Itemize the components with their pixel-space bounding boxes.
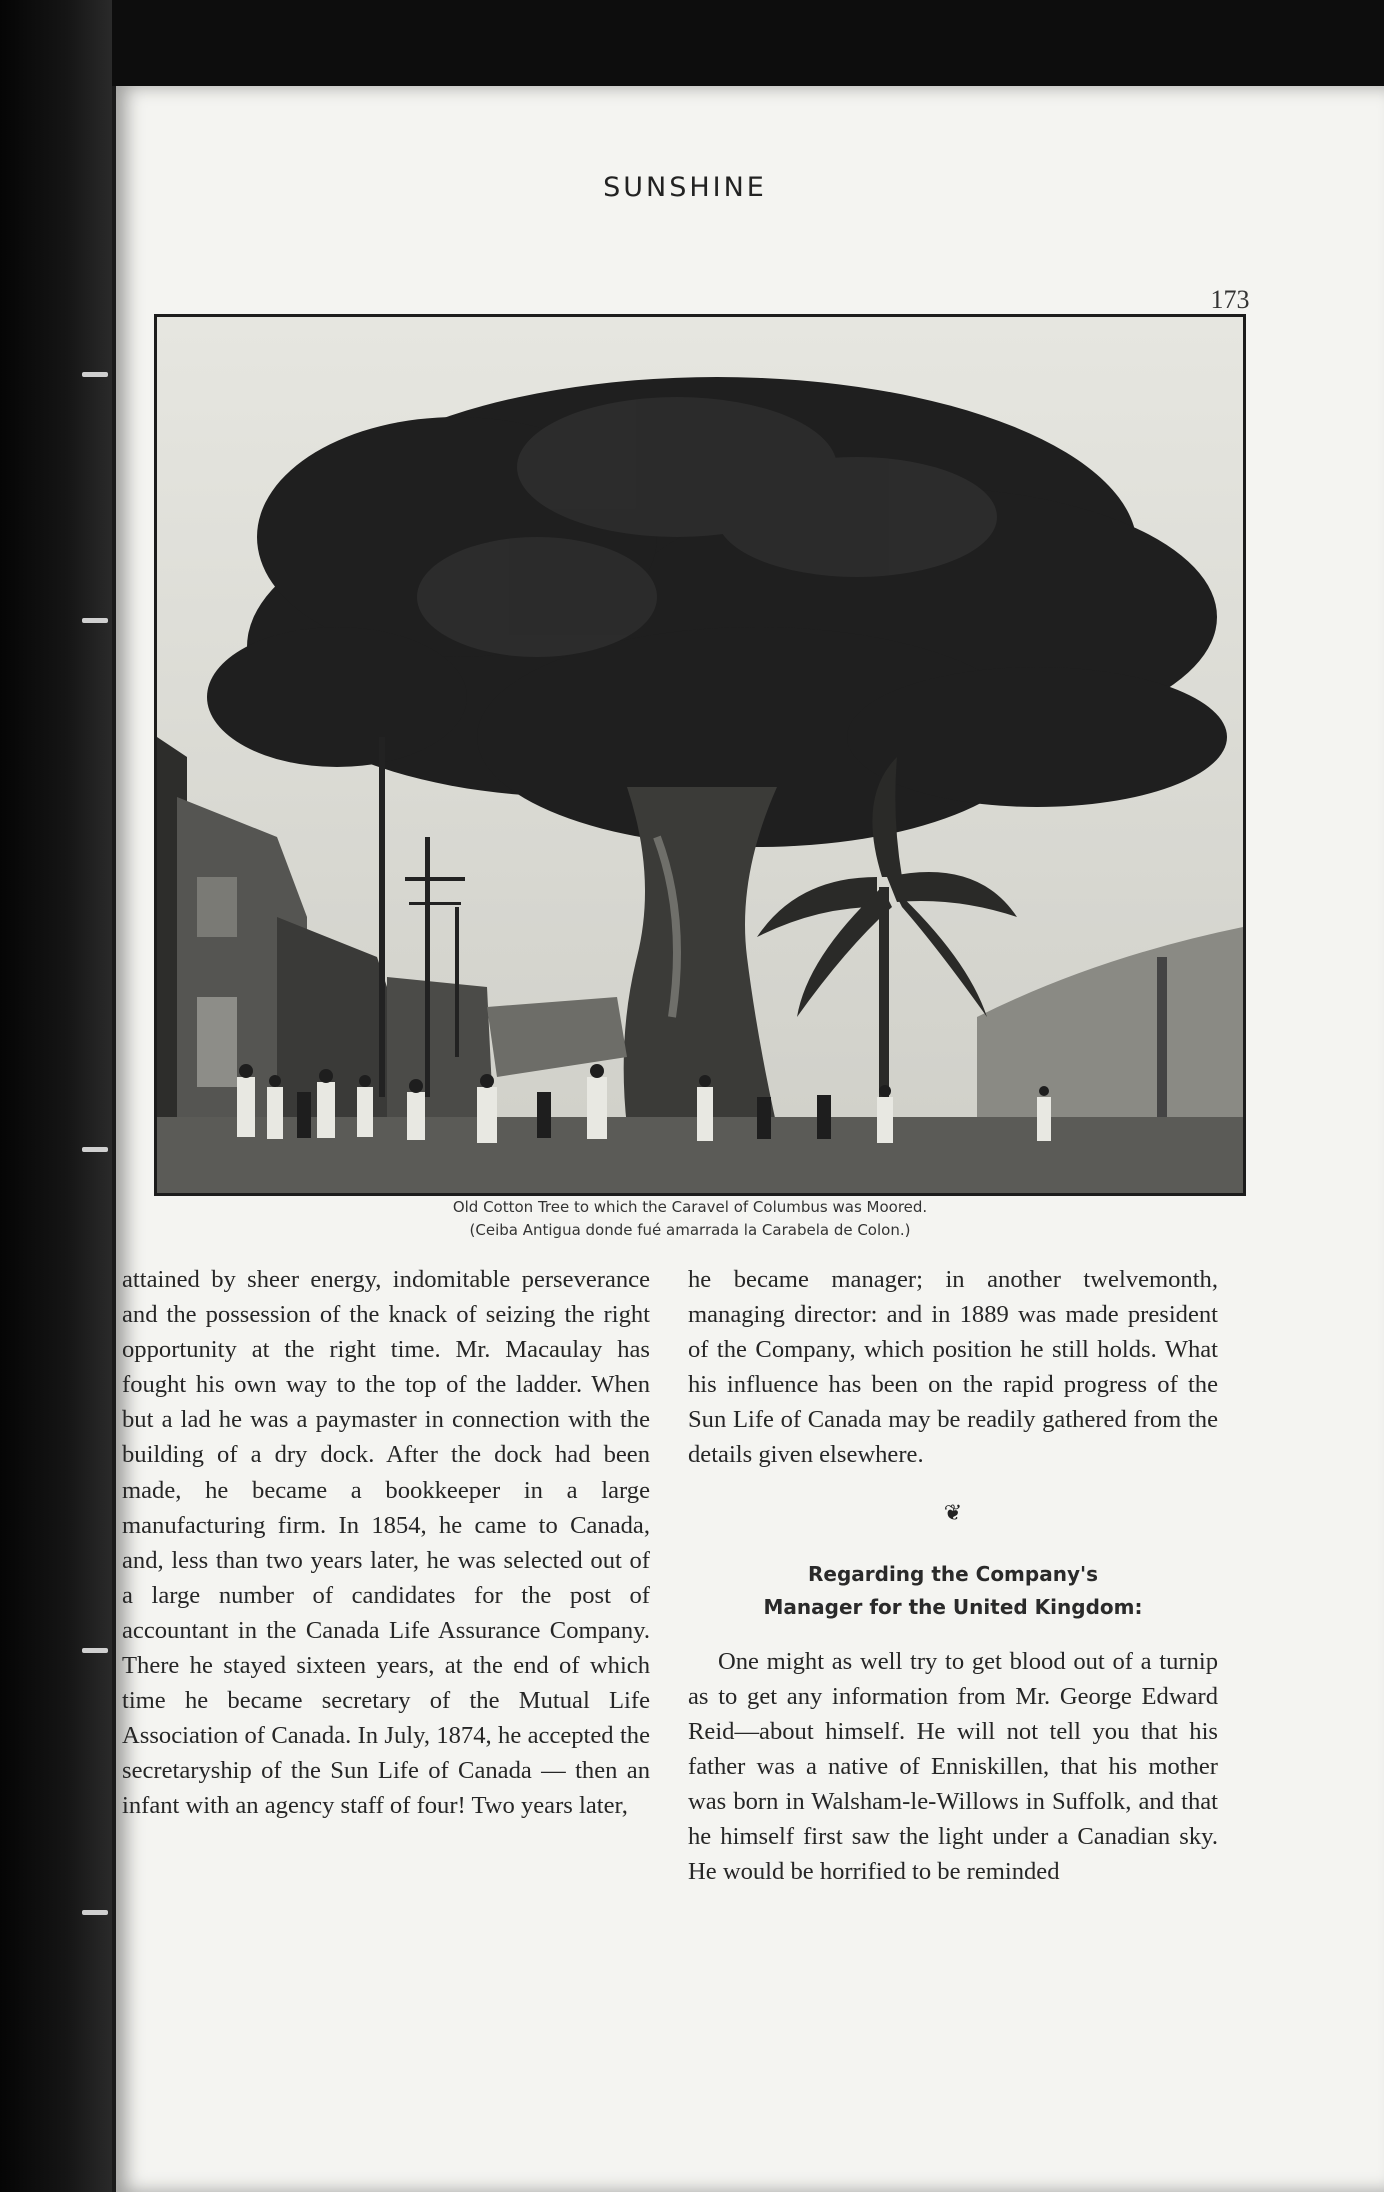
binding-mark xyxy=(82,1147,108,1152)
cotton-tree-photograph xyxy=(154,314,1246,1196)
caption-spanish: (Ceiba Antigua donde fué amarrada la Carabela de Colon.) xyxy=(469,1221,911,1239)
binding-mark xyxy=(82,618,108,623)
body-paragraph: he became manager; in another twelvemonth, managing director: and in 1889 was made president of the Company, which position he still holds. What his influence has been on the rapid progress of the Sun Life of Canada may be readily gathered from the details given elsewhere. xyxy=(688,1266,1218,1469)
binding-mark xyxy=(82,1648,108,1653)
binding-mark xyxy=(82,1910,108,1915)
body-paragraph: attained by sheer energy, indomitable perseverance and the possession of the knack of seizing the right opportunity at the right time. Mr. Macaulay has fought his own way to the top of the ladder. When but a lad he was a paymaster in connection with the building of a dry dock. After the dock had been made, he became a bookkeeper in a large manufacturing firm. In 1854, he came to Canada, and, less than two years later, he was selected out of a large number of candidates for the post of accountant in the Canada Life Assurance Company. There he stayed sixteen years, at the end of which time he became secretary of the Mutual Life Association of Canada. In July, 1874, he accepted the secretaryship of the Sun Life of Canada — then an infant with an agency staff of four! Two years later, xyxy=(122,1266,650,1820)
photo-caption xyxy=(200,1196,1180,1242)
subheading-line: Regarding the Company's xyxy=(807,1561,1099,1586)
binding-mark xyxy=(82,372,108,377)
photo-illustration xyxy=(157,317,1243,1193)
right-text-column xyxy=(688,1262,1218,1889)
book-spine-shadow xyxy=(0,0,112,2192)
body-paragraph: One might as well try to get blood out of a turnip as to get any information from Mr. George Edward Reid—about himself. He will not tell you that his father was a native of Enniskillen, that his mother was born in Walsham-le-Willows in Suffolk, and that he himself first saw the light under a Canadian sky. He would be horrified to be reminded xyxy=(688,1647,1218,1886)
page-number: 173 xyxy=(1210,285,1250,314)
section-ornament-icon: ❦ xyxy=(943,1499,963,1525)
caption-english: Old Cotton Tree to which the Caravel of Columbus was Moored. xyxy=(452,1198,928,1216)
subheading-line: Manager for the United Kingdom: xyxy=(763,1594,1143,1619)
left-text-column xyxy=(122,1262,650,1824)
running-header: SUNSHINE xyxy=(603,172,767,203)
section-subheading xyxy=(688,1558,1218,1624)
